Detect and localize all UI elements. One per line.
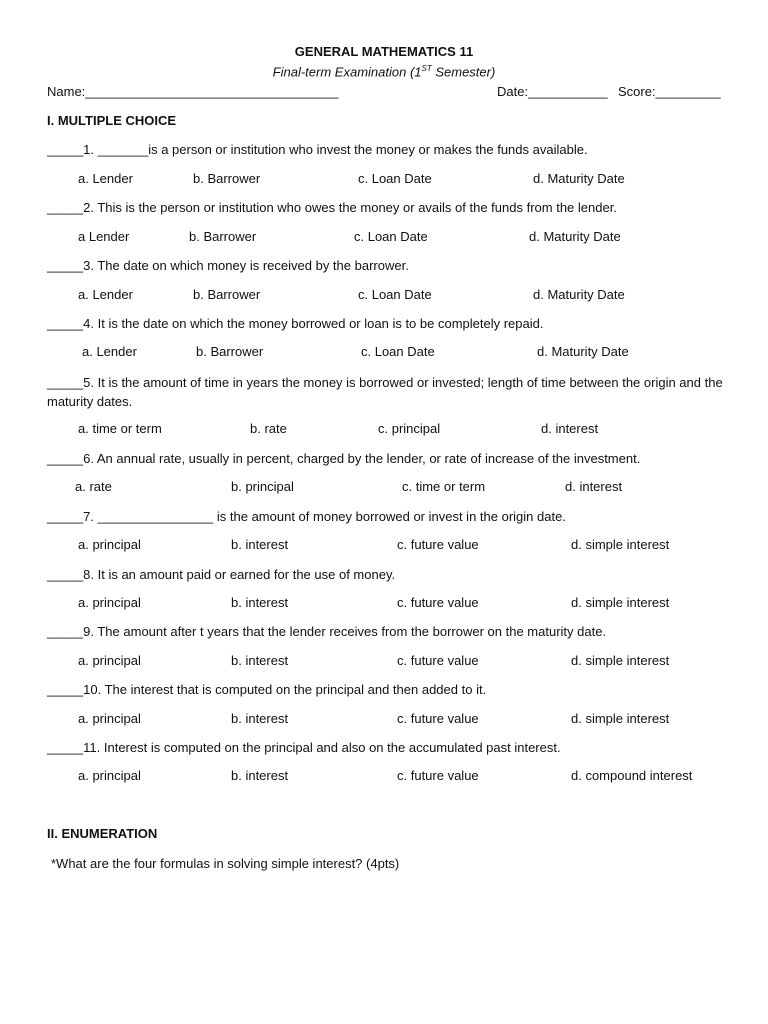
q9-option-a: a. principal <box>78 653 141 668</box>
q11-option-d: d. compound interest <box>571 768 693 783</box>
q2-option-a: a Lender <box>78 229 130 244</box>
q4-option-b: b. Barrower <box>196 344 264 359</box>
q4-option-a: a. Lender <box>82 344 137 359</box>
date-field: Date:___________ <box>497 84 608 99</box>
q4-option-d: d. Maturity Date <box>537 344 629 359</box>
q7-option-b: b. interest <box>231 537 289 552</box>
section-enumeration-heading: II. ENUMERATION <box>47 826 158 841</box>
subtitle-end: Semester) <box>431 64 496 80</box>
q6-option-b: b. principal <box>231 479 294 494</box>
q6-option-c: c. time or term <box>402 479 486 494</box>
q8-option-a: a. principal <box>78 595 141 610</box>
question-3: _____3. The date on which money is received by the barrower. <box>47 258 409 273</box>
question-10: _____10. The interest that is computed on the principal and then added to it. <box>47 682 487 697</box>
exam-title: GENERAL MATHEMATICS 11 <box>294 44 474 59</box>
q8-option-b: b. interest <box>231 595 289 610</box>
q1-option-b: b. Barrower <box>193 171 261 186</box>
q1-option-c: c. Loan Date <box>358 171 432 186</box>
q6-option-a: a. rate <box>75 479 112 494</box>
q9-option-d: d. simple interest <box>571 653 670 668</box>
q1-option-a: a. Lender <box>78 171 133 186</box>
section-multiple-choice-heading: I. MULTIPLE CHOICE <box>47 113 177 128</box>
q3-option-c: c. Loan Date <box>358 287 432 302</box>
name-field: Name:___________________________________ <box>47 84 339 99</box>
q2-option-c: c. Loan Date <box>354 229 428 244</box>
q3-option-b: b. Barrower <box>193 287 261 302</box>
subtitle-main: Final-term Examination (1 <box>272 64 422 80</box>
exam-subtitle <box>0 64 768 79</box>
q7-option-a: a. principal <box>78 537 141 552</box>
q7-option-c: c. future value <box>397 537 479 552</box>
q11-option-c: c. future value <box>397 768 479 783</box>
q8-option-c: c. future value <box>397 595 479 610</box>
q4-option-c: c. Loan Date <box>361 344 435 359</box>
q5-option-b: b. rate <box>250 421 287 436</box>
q10-option-a: a. principal <box>78 711 141 726</box>
enumeration-instruction: *What are the four formulas in solving simple interest? (4pts) <box>51 856 400 871</box>
q8-option-d: d. simple interest <box>571 595 670 610</box>
question-5: _____5. It is the amount of time in years the money is borrowed or invested; length of time between the origin and the maturity dates. <box>47 375 723 409</box>
q9-option-c: c. future value <box>397 653 479 668</box>
q5-option-c: c. principal <box>378 421 441 436</box>
q5-option-a: a. time or term <box>78 421 162 436</box>
question-1: _____1. _______is a person or institution who invest the money or makes the funds available. <box>47 142 588 157</box>
q10-option-b: b. interest <box>231 711 289 726</box>
question-8: _____8. It is an amount paid or earned for the use of money. <box>47 567 396 582</box>
q2-option-b: b. Barrower <box>189 229 257 244</box>
q1-option-d: d. Maturity Date <box>533 171 625 186</box>
question-4: _____4. It is the date on which the money borrowed or loan is to be completely repaid. <box>47 316 544 331</box>
q11-option-a: a. principal <box>78 768 141 783</box>
q6-option-d: d. interest <box>565 479 623 494</box>
question-7: _____7. ________________ is the amount of money borrowed or invest in the origin date. <box>47 509 566 524</box>
q3-option-d: d. Maturity Date <box>533 287 625 302</box>
q11-option-b: b. interest <box>231 768 289 783</box>
subtitle-superscript: ST <box>421 64 432 73</box>
q5-option-d: d. interest <box>541 421 599 436</box>
q10-option-d: d. simple interest <box>571 711 670 726</box>
q9-option-b: b. interest <box>231 653 289 668</box>
q10-option-c: c. future value <box>397 711 479 726</box>
question-2: _____2. This is the person or institution who owes the money or avails of the funds from the lender. <box>47 200 617 215</box>
score-field: Score:_________ <box>618 84 721 99</box>
question-11: _____11. Interest is computed on the principal and also on the accumulated past interest. <box>47 740 561 755</box>
q7-option-d: d. simple interest <box>571 537 670 552</box>
q2-option-d: d. Maturity Date <box>529 229 621 244</box>
q3-option-a: a. Lender <box>78 287 133 302</box>
question-6: _____6. An annual rate, usually in percent, charged by the lender, or rate of increase of the investment. <box>47 451 641 466</box>
question-9: _____9. The amount after t years that the lender receives from the borrower on the maturity date. <box>47 624 607 639</box>
